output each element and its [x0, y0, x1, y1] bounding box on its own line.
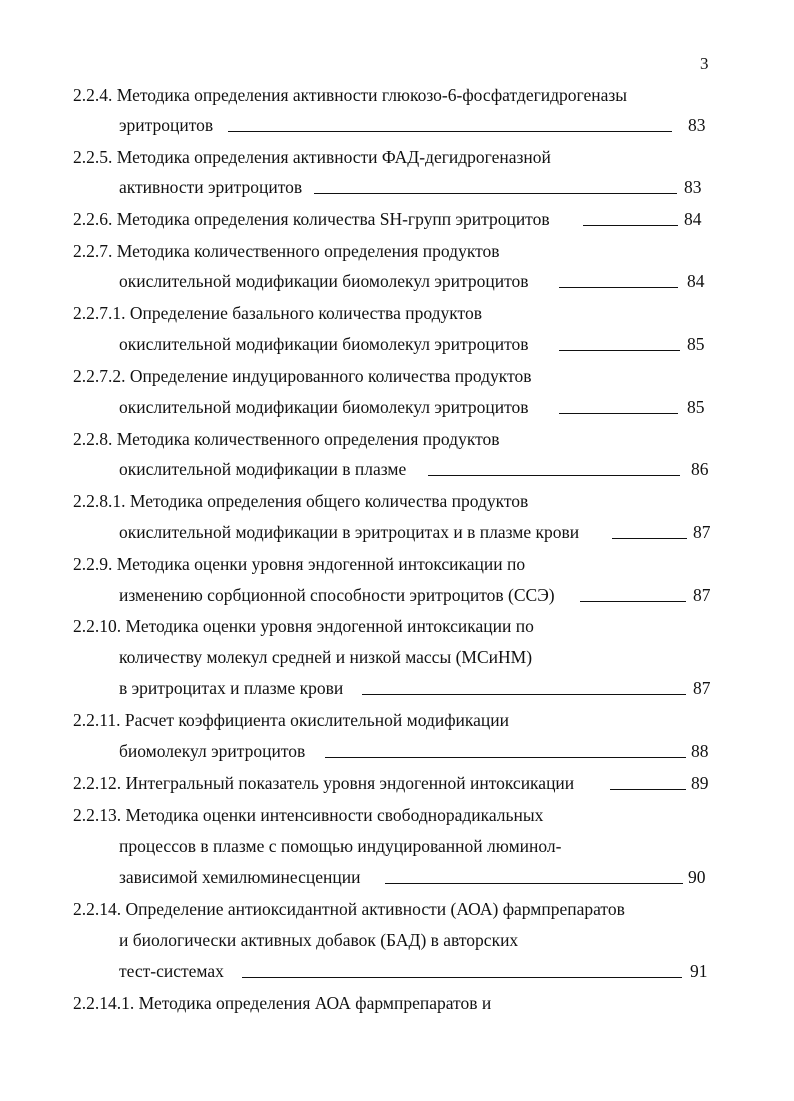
- toc-entry-text: 2.2.5. Методика определения активности ФАД-дегидрогеназной: [73, 147, 551, 167]
- toc-line: [0, 864, 794, 890]
- toc-entry-text: 2.2.10. Методика оценки уровня эндогенной интоксикации по: [73, 616, 534, 636]
- toc-entry-text: в эритроцитах и плазме крови: [119, 678, 344, 698]
- toc-entry-text: 2.2.7.1. Определение базального количества продуктов: [73, 303, 482, 323]
- toc-line: [0, 896, 794, 922]
- toc-entry-text: и биологически активных добавок (БАД) в авторских: [119, 930, 519, 950]
- toc-line: [0, 990, 794, 1016]
- toc-line: [0, 174, 794, 200]
- toc-entry-text: 2.2.7. Методика количественного определения продуктов: [73, 241, 500, 261]
- leader-line: [428, 475, 680, 476]
- toc-entry-text: активности эритроцитов: [119, 177, 303, 197]
- toc-entry-text: количеству молекул средней и низкой массы (МСиНМ): [119, 647, 533, 667]
- toc-entry-text: биомолекул эритроцитов: [119, 741, 306, 761]
- toc-line: [0, 363, 794, 389]
- toc-entry-text: 2.2.7.2. Определение индуцированного количества продуктов: [73, 366, 532, 386]
- toc-entry-text: эритроцитов: [119, 115, 214, 135]
- toc-page-number: 89: [691, 773, 709, 793]
- toc-entry-text: 2.2.13. Методика оценки интенсивности свободнорадикальных: [73, 805, 544, 825]
- toc-line: [0, 644, 794, 670]
- leader-line: [559, 350, 680, 351]
- leader-line: [580, 601, 686, 602]
- toc-line: [0, 144, 794, 170]
- toc-entry-text: 2.2.8. Методика количественного определения продуктов: [73, 429, 500, 449]
- toc-line: [0, 268, 794, 294]
- toc-line: [0, 82, 794, 108]
- toc-line: [0, 738, 794, 764]
- toc-line: [0, 675, 794, 701]
- leader-line: [228, 131, 672, 132]
- toc-entry-text: тест-системах: [119, 961, 224, 981]
- toc-entry-text: 2.2.9. Методика оценки уровня эндогенной интоксикации по: [73, 554, 526, 574]
- toc-line: [0, 519, 794, 545]
- leader-line: [314, 193, 677, 194]
- toc-line: [0, 112, 794, 138]
- toc-page-number: 84: [684, 209, 702, 229]
- toc-entry-text: окислительной модификации в плазме: [119, 459, 407, 479]
- toc-line: [0, 488, 794, 514]
- toc-line: [0, 300, 794, 326]
- page-number: 3: [700, 54, 709, 73]
- leader-line: [325, 757, 686, 758]
- toc-page-number: 83: [688, 115, 706, 135]
- leader-line: [559, 413, 678, 414]
- toc-line: [0, 802, 794, 828]
- toc-page-number: 84: [687, 271, 705, 291]
- toc-line: [0, 456, 794, 482]
- toc-entry-text: 2.2.11. Расчет коэффициента окислительной модификации: [73, 710, 510, 730]
- toc-line: [0, 613, 794, 639]
- leader-line: [612, 538, 687, 539]
- toc-entry-text: окислительной модификации биомолекул эритроцитов: [119, 271, 529, 291]
- toc-line: [0, 206, 794, 232]
- toc-page-number: 88: [691, 741, 709, 761]
- leader-line: [385, 883, 683, 884]
- toc-entry-text: 2.2.14. Определение антиоксидантной активности (АОА) фармпрепаратов: [73, 899, 625, 919]
- toc-entry-text: 2.2.14.1. Методика определения АОА фармпрепаратов и: [73, 993, 492, 1013]
- toc-line: [0, 551, 794, 577]
- toc-entry-text: 2.2.12. Интегральный показатель уровня эндогенной интоксикации: [73, 773, 575, 793]
- leader-line: [559, 287, 678, 288]
- leader-line: [583, 225, 678, 226]
- leader-line: [610, 789, 686, 790]
- toc-entry-text: зависимой хемилюминесценции: [119, 867, 361, 887]
- toc-entry-text: окислительной модификации биомолекул эритроцитов: [119, 397, 529, 417]
- toc-line: [0, 394, 794, 420]
- toc-page-number: 83: [684, 177, 702, 197]
- toc-page-number: 87: [693, 678, 711, 698]
- toc-entry-text: 2.2.8.1. Методика определения общего количества продуктов: [73, 491, 529, 511]
- toc-line: [0, 582, 794, 608]
- toc-line: [0, 238, 794, 264]
- leader-line: [242, 977, 682, 978]
- toc-page-number: 90: [688, 867, 706, 887]
- toc-entry-text: изменению сорбционной способности эритроцитов (ССЭ): [119, 585, 555, 605]
- toc-page-number: 85: [687, 397, 705, 417]
- toc-line: [0, 958, 794, 984]
- toc-line: [0, 770, 794, 796]
- toc-line: [0, 707, 794, 733]
- toc-entry-text: процессов в плазме с помощью индуцированной люминол-: [119, 836, 562, 856]
- toc-page-number: 85: [687, 334, 705, 354]
- toc-page-number: 87: [693, 585, 711, 605]
- toc-entry-text: 2.2.4. Методика определения активности глюкозо-6-фосфатдегидрогеназы: [73, 85, 628, 105]
- toc-page-number: 87: [693, 522, 711, 542]
- toc-line: [0, 927, 794, 953]
- toc-entry-text: 2.2.6. Методика определения количества SH-групп эритроцитов: [73, 209, 550, 229]
- toc-line: [0, 426, 794, 452]
- toc-page-number: 86: [691, 459, 709, 479]
- toc-line: [0, 833, 794, 859]
- toc-entry-text: окислительной модификации биомолекул эритроцитов: [119, 334, 529, 354]
- leader-line: [362, 694, 686, 695]
- toc-line: [0, 331, 794, 357]
- toc-entry-text: окислительной модификации в эритроцитах и в плазме крови: [119, 522, 580, 542]
- toc-page-number: 91: [690, 961, 708, 981]
